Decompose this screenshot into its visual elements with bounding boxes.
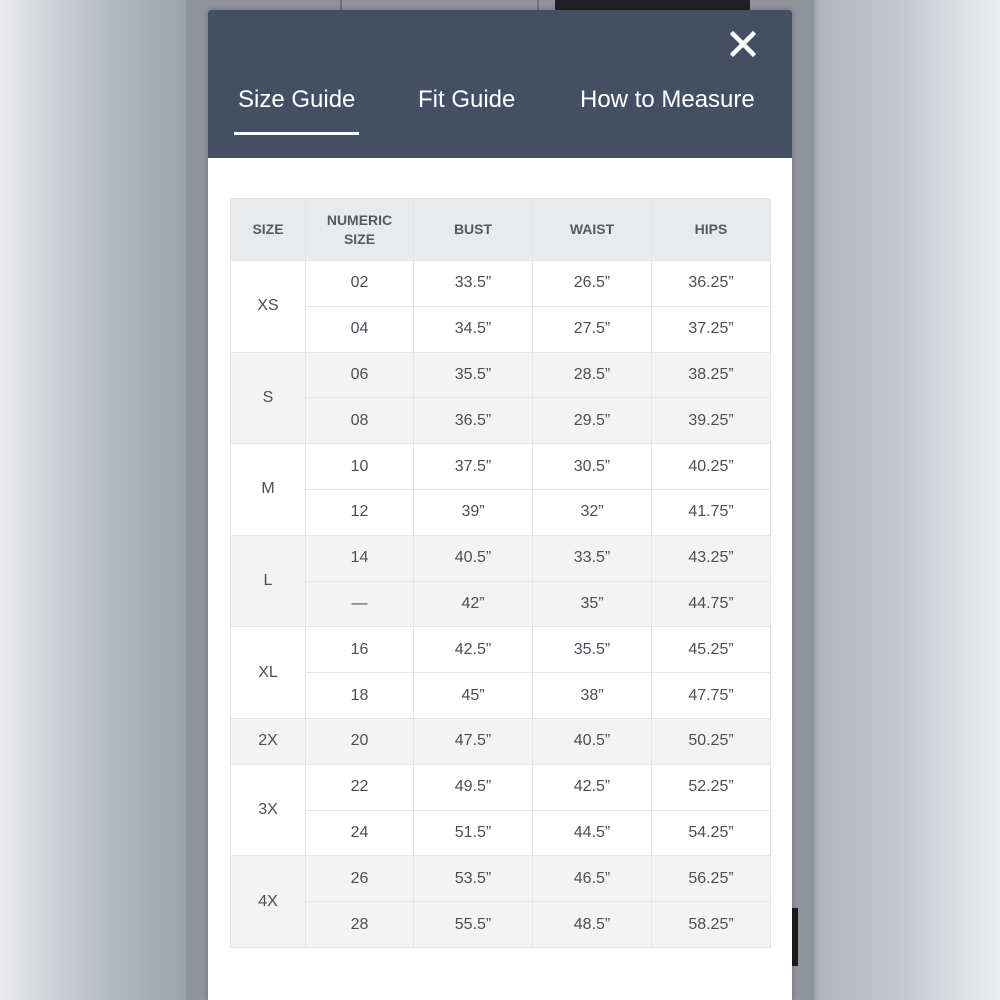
- size-table: [230, 198, 771, 948]
- table-row: [231, 718, 771, 764]
- bust-cell: 34.5”: [414, 306, 533, 352]
- table-row: [231, 627, 771, 673]
- table-row: [231, 902, 771, 948]
- hips-cell: 41.75”: [652, 489, 771, 535]
- size-label-cell: 3X: [231, 764, 306, 856]
- bust-cell: 42”: [414, 581, 533, 627]
- bust-cell: 39”: [414, 489, 533, 535]
- hips-cell: 50.25”: [652, 718, 771, 764]
- bust-cell: 55.5”: [414, 902, 533, 948]
- bust-cell: 53.5”: [414, 856, 533, 902]
- numeric-size-cell: 26: [306, 856, 414, 902]
- tab-fit-guide[interactable]: Fit Guide: [418, 86, 516, 113]
- numeric-size-cell: 20: [306, 718, 414, 764]
- bust-cell: 51.5”: [414, 810, 533, 856]
- waist-cell: 35.5”: [533, 627, 652, 673]
- table-row: [231, 673, 771, 719]
- numeric-size-cell: 22: [306, 764, 414, 810]
- bust-cell: 47.5”: [414, 718, 533, 764]
- hips-cell: 39.25”: [652, 398, 771, 444]
- tab-size-guide[interactable]: Size Guide: [238, 82, 355, 122]
- numeric-size-cell: 24: [306, 810, 414, 856]
- waist-cell: 30.5”: [533, 444, 652, 490]
- hips-cell: 40.25”: [652, 444, 771, 490]
- column-header-waist: WAIST: [533, 199, 652, 261]
- bust-cell: 33.5”: [414, 261, 533, 307]
- hips-cell: 37.25”: [652, 306, 771, 352]
- close-button[interactable]: [727, 28, 759, 60]
- table-row: [231, 856, 771, 902]
- waist-cell: 26.5”: [533, 261, 652, 307]
- waist-cell: 44.5”: [533, 810, 652, 856]
- numeric-size-cell: 06: [306, 352, 414, 398]
- table-row: [231, 810, 771, 856]
- bust-cell: 36.5”: [414, 398, 533, 444]
- size-table-container: [230, 198, 770, 948]
- size-label-cell: 2X: [231, 718, 306, 764]
- size-label-cell: M: [231, 444, 306, 536]
- waist-cell: 38”: [533, 673, 652, 719]
- size-label-cell: S: [231, 352, 306, 444]
- hips-cell: 43.25”: [652, 535, 771, 581]
- column-header-size: SIZE: [231, 199, 306, 261]
- waist-cell: 27.5”: [533, 306, 652, 352]
- numeric-size-cell: 04: [306, 306, 414, 352]
- modal-header: [208, 10, 792, 158]
- bust-cell: 37.5”: [414, 444, 533, 490]
- size-guide-modal: [208, 10, 792, 1000]
- waist-cell: 28.5”: [533, 352, 652, 398]
- numeric-size-cell: 10: [306, 444, 414, 490]
- numeric-size-cell: 18: [306, 673, 414, 719]
- waist-cell: 35”: [533, 581, 652, 627]
- close-icon: [727, 28, 759, 60]
- table-row: [231, 764, 771, 810]
- hips-cell: 52.25”: [652, 764, 771, 810]
- bust-cell: 45”: [414, 673, 533, 719]
- table-row: [231, 306, 771, 352]
- bust-cell: 42.5”: [414, 627, 533, 673]
- tab-bar: [208, 82, 792, 142]
- bust-cell: 40.5”: [414, 535, 533, 581]
- numeric-size-cell: 08: [306, 398, 414, 444]
- hips-cell: 44.75”: [652, 581, 771, 627]
- numeric-size-cell: —: [306, 581, 414, 627]
- numeric-size-cell: 28: [306, 902, 414, 948]
- size-label-cell: XS: [231, 261, 306, 353]
- table-row: [231, 535, 771, 581]
- bust-cell: 35.5”: [414, 352, 533, 398]
- background-dark-edge: [792, 908, 798, 966]
- numeric-size-cell: 16: [306, 627, 414, 673]
- hips-cell: 56.25”: [652, 856, 771, 902]
- table-row: [231, 398, 771, 444]
- size-label-cell: XL: [231, 627, 306, 719]
- hips-cell: 54.25”: [652, 810, 771, 856]
- column-header-hips: HIPS: [652, 199, 771, 261]
- table-row: [231, 352, 771, 398]
- hips-cell: 38.25”: [652, 352, 771, 398]
- waist-cell: 46.5”: [533, 856, 652, 902]
- hips-cell: 58.25”: [652, 902, 771, 948]
- column-header-numeric-size: NUMERIC SIZE: [306, 199, 414, 261]
- hips-cell: 36.25”: [652, 261, 771, 307]
- size-label-cell: 4X: [231, 856, 306, 948]
- table-row: [231, 581, 771, 627]
- waist-cell: 48.5”: [533, 902, 652, 948]
- table-header-row: [231, 199, 771, 261]
- waist-cell: 33.5”: [533, 535, 652, 581]
- numeric-size-cell: 12: [306, 489, 414, 535]
- hips-cell: 45.25”: [652, 627, 771, 673]
- table-body: [231, 261, 771, 948]
- waist-cell: 42.5”: [533, 764, 652, 810]
- waist-cell: 40.5”: [533, 718, 652, 764]
- table-row: [231, 444, 771, 490]
- numeric-size-cell: 02: [306, 261, 414, 307]
- tab-how-to-measure[interactable]: How to Measure: [580, 86, 755, 113]
- numeric-size-cell: 14: [306, 535, 414, 581]
- bust-cell: 49.5”: [414, 764, 533, 810]
- table-row: [231, 489, 771, 535]
- table-row: [231, 261, 771, 307]
- column-header-bust: BUST: [414, 199, 533, 261]
- waist-cell: 29.5”: [533, 398, 652, 444]
- waist-cell: 32”: [533, 489, 652, 535]
- size-label-cell: L: [231, 535, 306, 627]
- hips-cell: 47.75”: [652, 673, 771, 719]
